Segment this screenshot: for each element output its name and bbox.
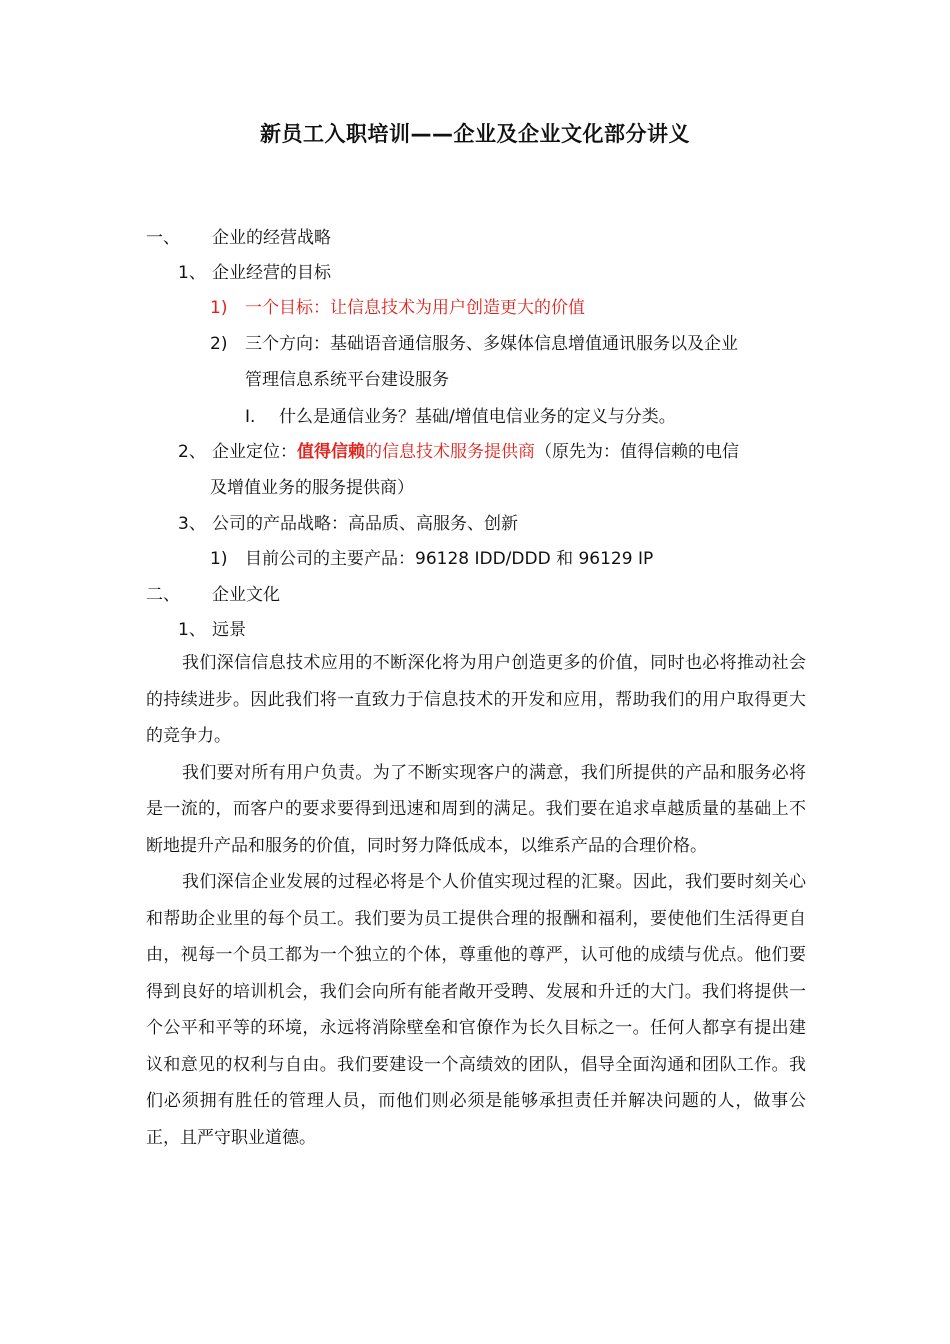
item-1-3-sub-1: 1) 目前公司的主要产品：96128 IDD/DDD 和 96129 IP [210,549,654,569]
item-1-2-cont: 及增值业务的服务提供商） [210,478,414,498]
section-2-title: 企业文化 [212,585,280,605]
item-1-3: 3、 公司的产品战略：高品质、高服务、创新 [178,514,518,534]
item-1-1-sub-1: 1) 一个目标：让信息技术为用户创造更大的价值 [210,298,585,318]
section-2-marker: 二、 [146,585,180,605]
section-1-heading [146,226,331,250]
item-1-1-sub-2: 2) 三个方向：基础语音通信服务、多媒体信息增值通讯服务以及企业 [210,334,738,354]
item-1-2: 2、 企业定位：值得信赖的信息技术服务提供商（原先为：值得信赖的电信 [178,442,739,462]
document-title: 新员工入职培训——企业及企业文化部分讲义 [260,122,690,146]
section-1-title: 企业的经营战略 [212,228,331,248]
section-1-marker: 一、 [146,228,180,248]
section-2-heading [146,583,280,607]
item-2-1: 1、 远景 [178,620,246,640]
item-1-1: 1、 企业经营的目标 [178,263,331,283]
item-1-1-sub-2-cont: 管理信息系统平台建设服务 [245,370,449,390]
highlight-trusted: 值得信赖 [297,442,365,462]
item-1-1-sub-2-i: I. 什么是通信业务？基础/增值电信业务的定义与分类。 [245,407,676,427]
paragraph: 我们深信信息技术应用的不断深化将为用户创造更多的价值，同时也必将推动社会的持续进步。因此我们将一直致力于信息技术的开发和应用，帮助我们的用户取得更大的竞争力。 [146,653,806,746]
paragraph: 我们深信企业发展的过程必将是个人价值实现过程的汇聚。因此，我们要时刻关心和帮助企业里的每个员工。我们要为员工提供合理的报酬和福利，要使他们生活得更自由，视每一个员工都为一个独立的个体，尊重他的尊严，认可他的成绩与优点。他们要得到良好的培训机会，我们会向所有能者敞开受聘、发展和升迁的大门。我们将提供一个公平和平等的环境，永远将消除壁垒和官僚作为长久目标之一。任何人都享有提出建议和意见的权利与自由。我们要建设一个高绩效的团队，倡导全面沟通和团队工作。我们必须拥有胜任的管理人员，而他们则必须是能够承担责任并解决问题的人，做事公正，且严守职业道德。 [146,872,806,1148]
paragraph: 我们要对所有用户负责。为了不断实现客户的满意，我们所提供的产品和服务必将是一流的，而客户的要求要得到迅速和周到的满足。我们要在追求卓越质量的基础上不断地提升产品和服务的价值，同时努力降低成本，以维系产品的合理价格。 [146,762,806,856]
vision-paragraphs [146,645,806,1156]
